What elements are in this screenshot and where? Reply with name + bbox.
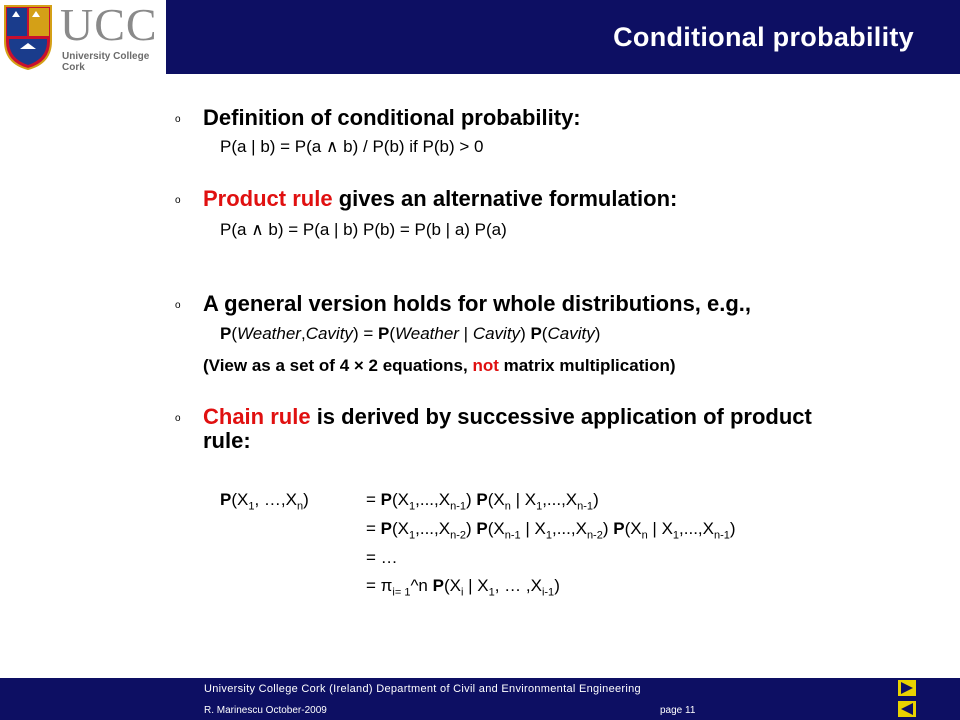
general-version-heading: A general version holds for whole distributions, e.g., [203, 291, 752, 316]
definition-formula: P(a | b) = P(a ∧ b) / P(b) if P(b) > 0 [220, 137, 484, 156]
play-forward-icon [898, 680, 916, 696]
chain-line-3: = … [366, 548, 398, 567]
chain-lhs: $P(X_1$, $\dots,X_n$) [220, 490, 309, 513]
definition-heading: Definition of conditional probability: [203, 105, 581, 130]
bullet-icon: o [175, 413, 181, 424]
and-symbol-icon: ∧ [325, 137, 339, 156]
view-note: (View as a set of 4 × 2 equations, not matrix multiplication) [203, 356, 676, 375]
product-rule-heading: Product rule gives an alternative formulation: [203, 186, 678, 211]
play-back-icon [898, 701, 916, 717]
and-symbol-icon: ∧ [251, 220, 264, 239]
bullet-icon: o [175, 195, 181, 206]
chain-line-2: = $P(X_1,...,X_{n-2})$ $P(X_{n-1}$ | $X_1,...,X_{n-2}$) $P(X_n$ | $X_1,...,X_{n-1}$) [366, 519, 736, 542]
footer-author: R. Marinescu October-2009 [204, 705, 327, 716]
chain-line-4: = $\pi_{i= 1}\^{}n$ $P(X_i$ | $X_1$, … $,X_{i-1}$) [366, 576, 560, 599]
chain-line-1: = $P(X_1,...,X_{n-1})$ $P(X_n$ | $X_1,...,X_{n-1}$) [366, 490, 599, 513]
bullet-icon: o [175, 300, 181, 311]
product-rule-formula: P(a ∧ b) = P(a | b) P(b) = P(b | a) P(a) [220, 220, 507, 239]
slide-title: Conditional probability [613, 22, 914, 52]
crest-icon [2, 3, 54, 71]
chain-rule-heading: Chain rule is derived by successive application of product rule: [203, 404, 812, 453]
next-slide-button[interactable] [898, 680, 916, 696]
footer-institution: University College Cork (Ireland) Department of Civil and Environmental Engineering [204, 683, 641, 695]
logo-wordmark: UCC [60, 0, 158, 50]
distribution-formula: P(Weather,Cavity) = P(Weather | Cavity) P(Cavity) [220, 324, 601, 343]
ucc-logo [0, 0, 166, 74]
previous-slide-button[interactable] [898, 701, 916, 717]
logo-subtitle: University College Cork [62, 51, 150, 73]
page-number: page 11 [660, 705, 696, 716]
bullet-icon: o [175, 114, 181, 125]
